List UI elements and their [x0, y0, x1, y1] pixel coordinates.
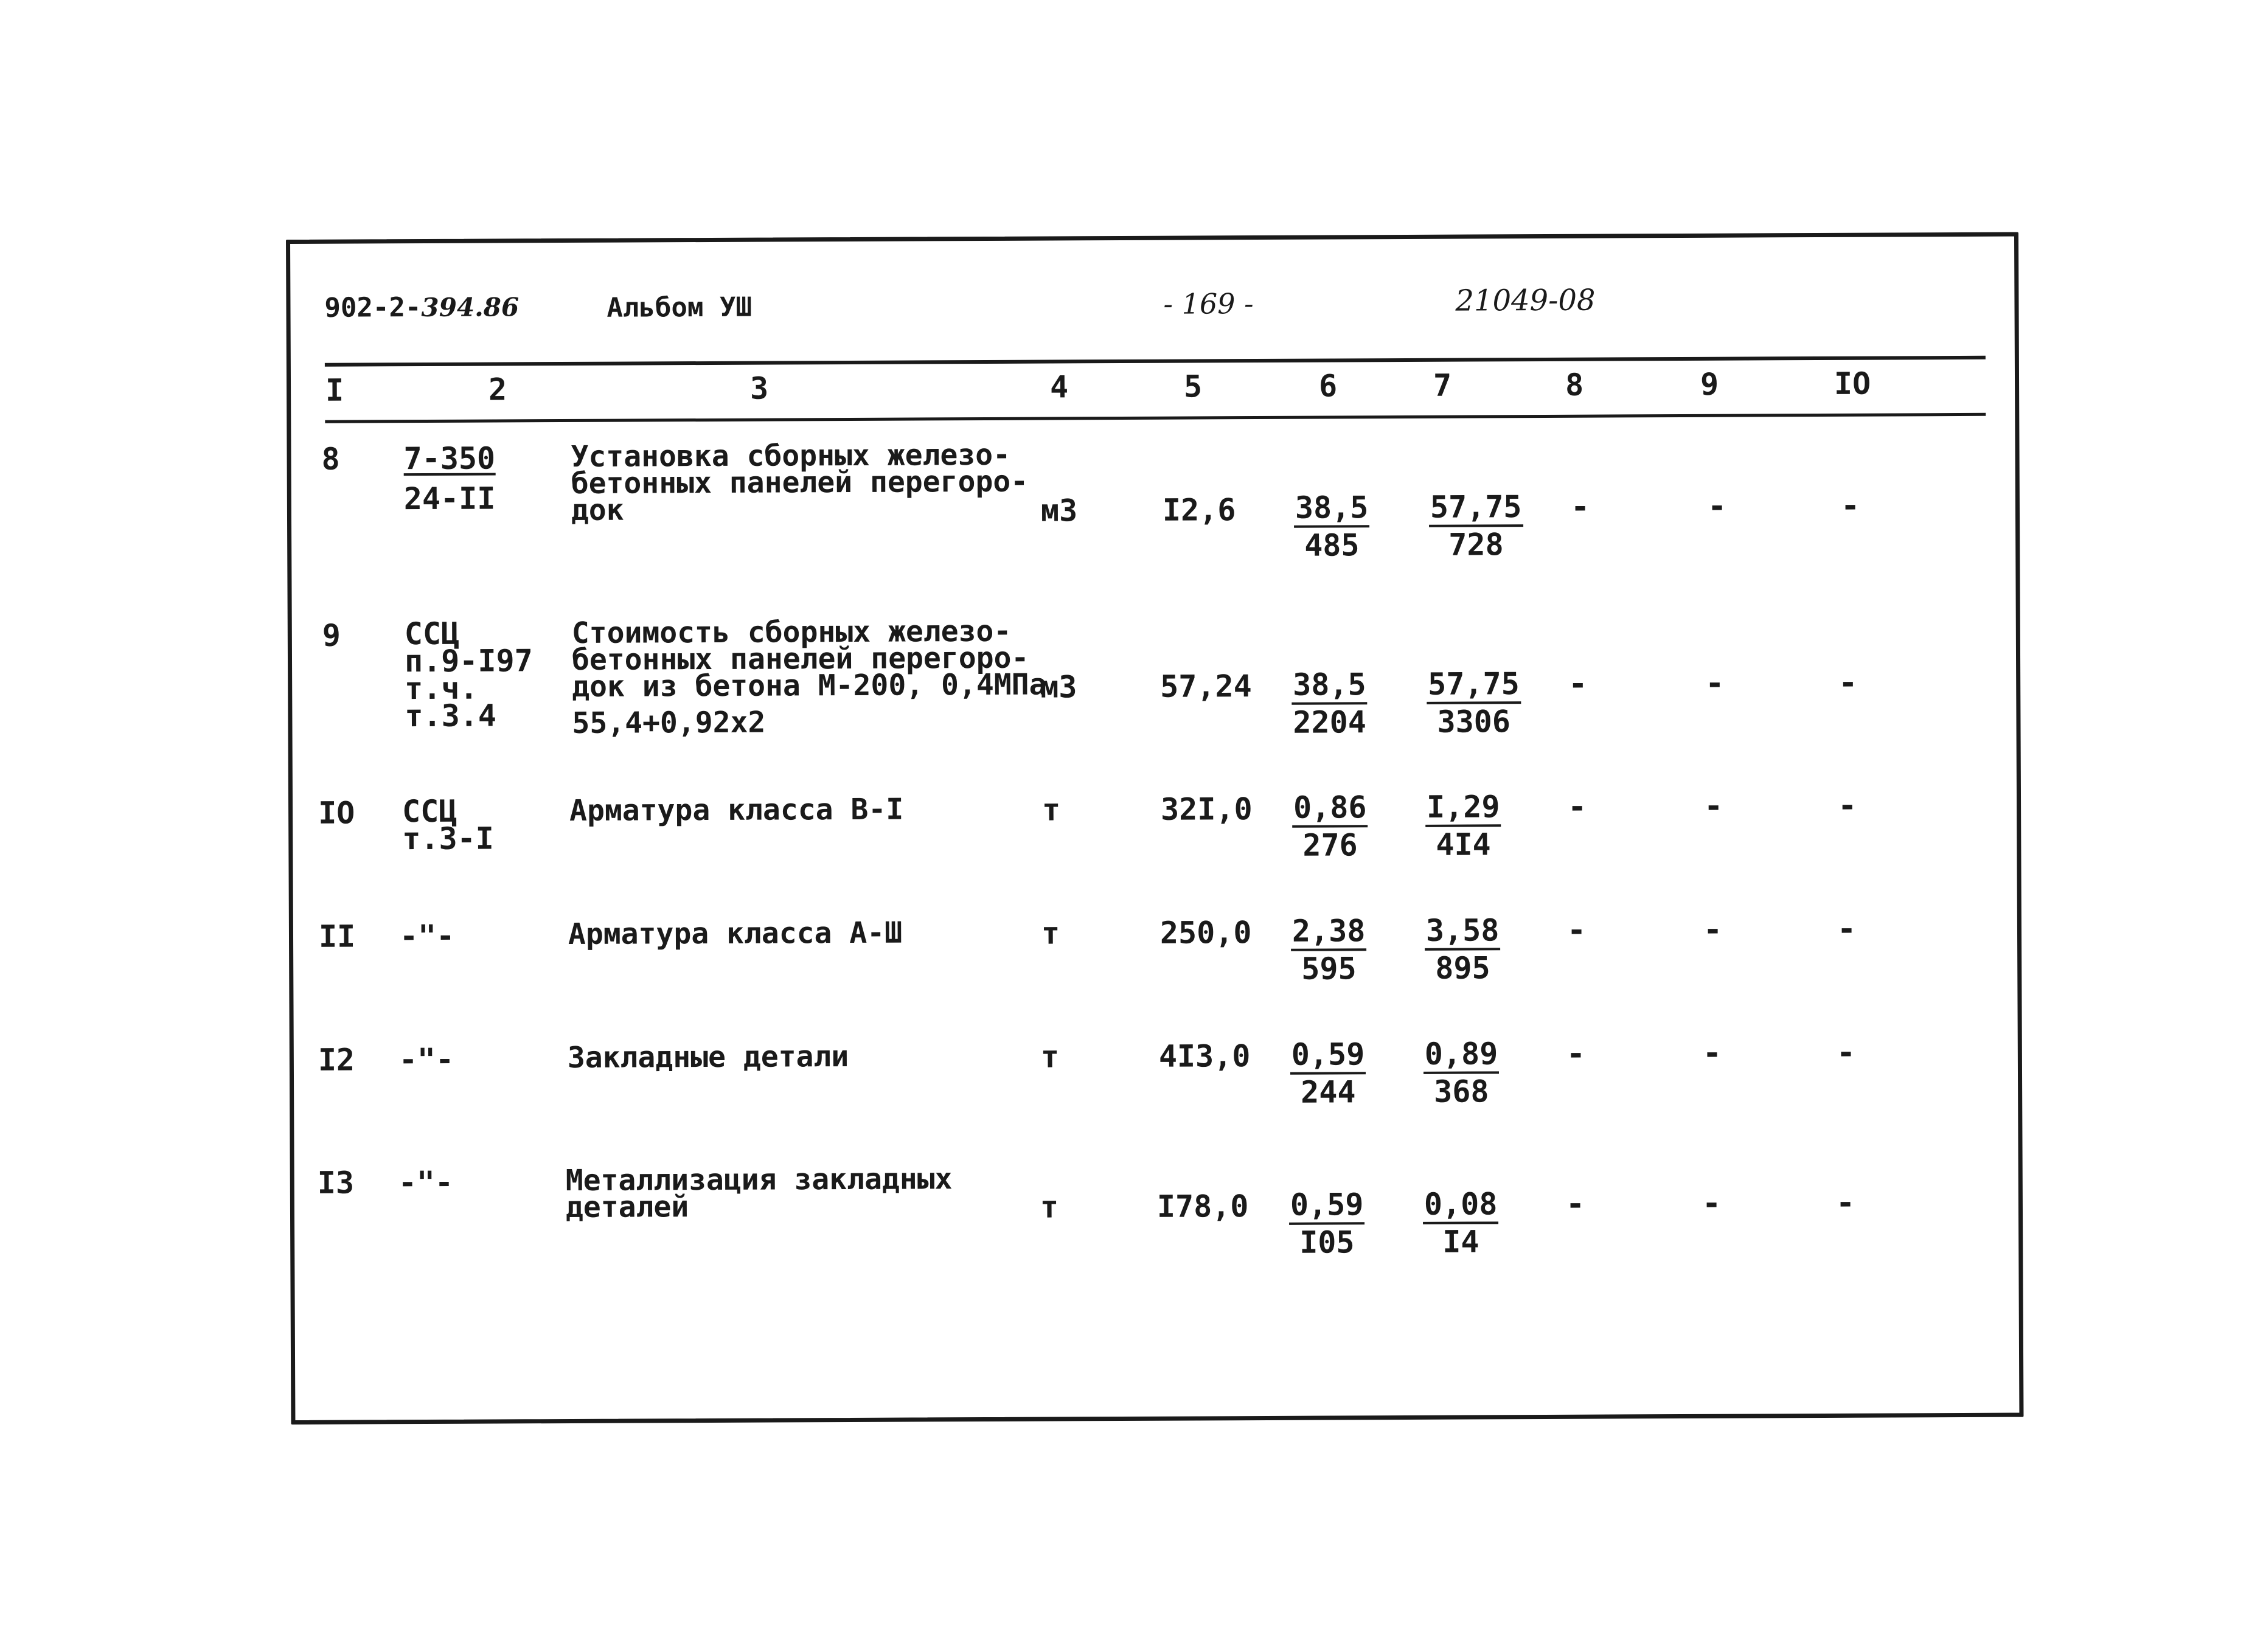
header-rule-bottom	[325, 413, 1986, 423]
empty-column-8: -	[1567, 788, 1587, 825]
empty-column-8: -	[1570, 488, 1590, 526]
empty-column-8: -	[1566, 1035, 1586, 1072]
column-number: 9	[1700, 366, 1719, 402]
price-reference: 7-350 24-II	[403, 440, 496, 517]
column-number: 4	[1049, 369, 1069, 405]
quantity: I2,6	[1162, 492, 1236, 528]
unit: т	[1041, 792, 1061, 828]
total-cost-column-7: $\frac{57,75}{3306}$	[1427, 666, 1521, 740]
price-reference: -"-	[398, 1164, 454, 1201]
unit-cost-column-6: $\frac{0,59}{I05}$	[1289, 1187, 1365, 1260]
work-description: Установка сборных железо- бетонных панелей перегоро- док	[571, 437, 1029, 527]
inventory-number: 21049-08	[1455, 283, 1596, 318]
column-number: 5	[1183, 369, 1203, 404]
price-reference: ССЦ т.3-I	[401, 793, 494, 857]
row-number: II	[318, 918, 356, 954]
estimate-sheet	[286, 232, 2023, 1425]
column-number: 2	[488, 372, 507, 408]
header-rule-top	[325, 356, 1986, 367]
unit: м3	[1040, 669, 1077, 705]
document-code	[324, 291, 519, 323]
quantity: 57,24	[1160, 668, 1252, 704]
unit: т	[1041, 915, 1060, 951]
quantity: 250,0	[1159, 915, 1252, 951]
column-number: 3	[749, 370, 769, 406]
empty-column-10: -	[1836, 1034, 1856, 1071]
empty-column-8: -	[1565, 1185, 1585, 1223]
work-description: Стоимость сборных железо- бетонных панелей перегоро- док из бетона М-200, 0,4МПа 55,4+0,92х2	[571, 614, 1047, 740]
row-number: 8	[321, 441, 340, 477]
unit-cost-column-6: $\frac{2,38}{595}$	[1291, 913, 1367, 987]
row-number: I2	[318, 1042, 355, 1078]
column-number: 6	[1318, 368, 1338, 404]
total-cost-column-7: $\frac{0,08}{I4}$	[1423, 1186, 1499, 1260]
unit-cost-column-6: $\frac{38,5}{485}$	[1294, 490, 1370, 563]
empty-column-9: -	[1707, 488, 1727, 525]
unit-cost-column-6: $\frac{38,5}{2204}$	[1293, 667, 1367, 740]
total-cost-column-7: $\frac{57,75}{728}$	[1429, 489, 1523, 563]
work-description: Арматура класса В-I	[569, 792, 904, 828]
price-reference: ССЦ п.9-I97 т.ч. т.3.4	[404, 616, 533, 734]
price-reference: -"-	[399, 918, 455, 954]
quantity: 4I3,0	[1158, 1038, 1251, 1074]
row-number: IO	[318, 795, 355, 831]
page-number: - 169 -	[1163, 287, 1254, 321]
document-code-prefix: 902-2-	[324, 292, 422, 324]
unit: т	[1040, 1189, 1059, 1225]
row-number: I3	[317, 1165, 355, 1201]
column-number: 8	[1565, 367, 1584, 403]
empty-column-9: -	[1703, 788, 1723, 825]
price-reference: -"-	[398, 1041, 454, 1078]
total-cost-column-7: $\frac{I,29}{4I4}$	[1425, 789, 1501, 862]
empty-column-8: -	[1568, 665, 1588, 703]
empty-column-10: -	[1837, 787, 1857, 824]
empty-column-10: -	[1838, 664, 1858, 701]
empty-column-10: -	[1837, 911, 1857, 948]
column-number: 7	[1433, 367, 1452, 403]
unit-cost-column-6: $\frac{0,59}{244}$	[1290, 1036, 1366, 1110]
unit-cost-column-6: $\frac{0,86}{276}$	[1292, 790, 1368, 863]
empty-column-8: -	[1566, 912, 1587, 949]
column-number: I	[325, 372, 344, 408]
column-number: IO	[1834, 366, 1871, 401]
row-number: 9	[322, 617, 341, 653]
quantity: 32I,0	[1160, 791, 1253, 827]
document-code-suffix: 394.86	[421, 292, 520, 323]
empty-column-10: -	[1840, 487, 1860, 524]
work-description: Закладные детали	[567, 1039, 849, 1075]
total-cost-column-7: $\frac{0,89}{368}$	[1423, 1036, 1500, 1109]
total-cost-column-7: $\frac{3,58}{895}$	[1425, 912, 1501, 986]
empty-column-9: -	[1702, 1035, 1722, 1072]
empty-column-10: -	[1835, 1184, 1855, 1221]
unit: м3	[1040, 493, 1078, 529]
empty-column-9: -	[1705, 665, 1725, 702]
work-description: Арматура класса А-Ш	[568, 915, 903, 951]
empty-column-9: -	[1703, 911, 1723, 948]
quantity: I78,0	[1156, 1189, 1249, 1224]
album-label: Альбом УШ	[607, 291, 753, 324]
unit: т	[1040, 1039, 1060, 1075]
work-description: Металлизация закладных деталей	[565, 1162, 953, 1225]
empty-column-9: -	[1702, 1185, 1722, 1222]
